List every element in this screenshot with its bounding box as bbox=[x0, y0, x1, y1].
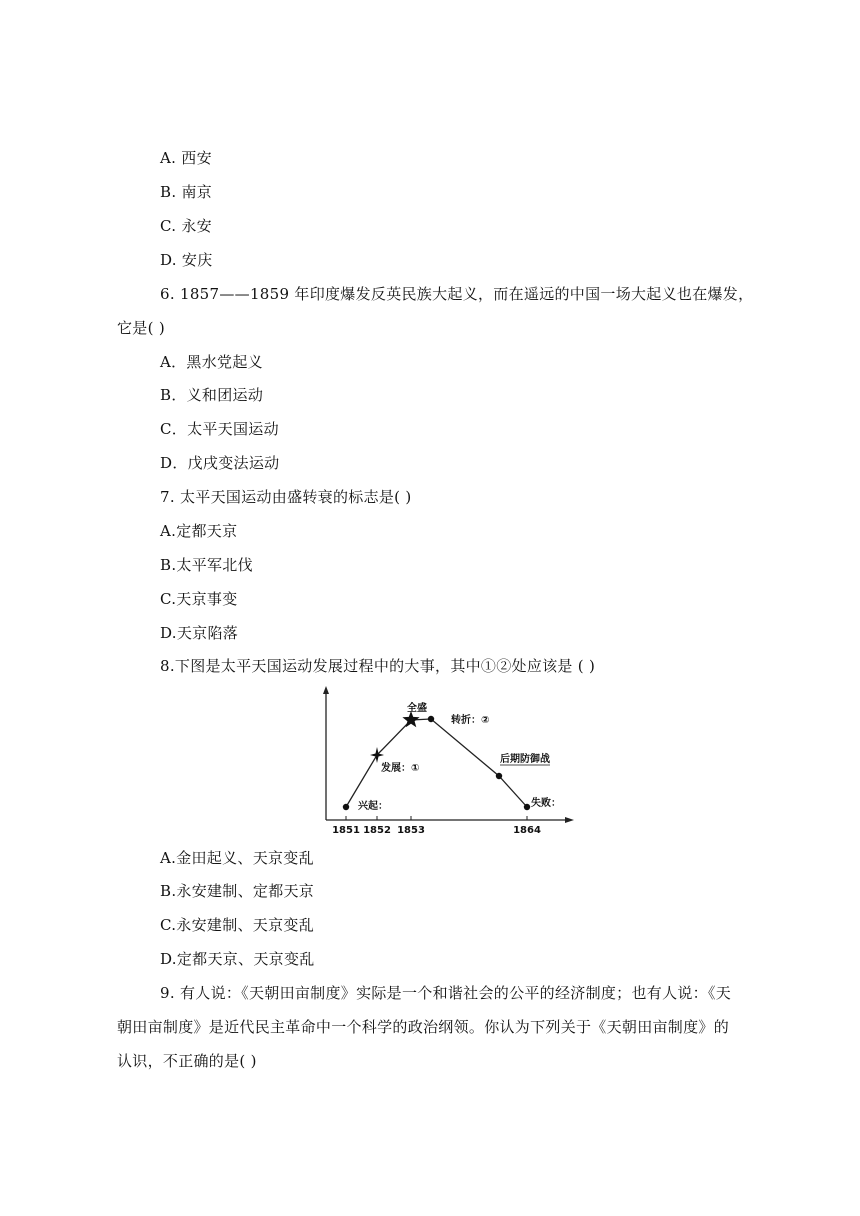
point-label-0: 兴起： bbox=[358, 801, 388, 812]
q6-option-b: B．义和团运动 bbox=[160, 386, 264, 404]
q7-option-b: B.太平军北伐 bbox=[160, 556, 253, 574]
q8-stem: 8.下图是太平天国运动发展过程中的大事，其中①②处应该是 ( ) bbox=[160, 657, 596, 675]
q5-option-d: D. 安庆 bbox=[160, 251, 213, 269]
q6-option-a: A．黑水党起义 bbox=[160, 353, 263, 371]
point-label-4: 后期防御战 bbox=[500, 754, 550, 765]
q7-option-a: A.定都天京 bbox=[160, 522, 238, 540]
q6-option-d: D．戊戌变法运动 bbox=[160, 454, 280, 472]
point-marker-3 bbox=[428, 716, 434, 722]
x-tick-label-1864: 1864 bbox=[513, 825, 541, 834]
point-label-5: 失败： bbox=[531, 798, 561, 809]
point-marker-0 bbox=[343, 804, 349, 810]
q7-option-d: D.天京陷落 bbox=[160, 624, 239, 642]
x-tick-label-1853: 1853 bbox=[397, 825, 425, 834]
q7-option-c: C.天京事变 bbox=[160, 590, 238, 608]
q8-option-a: A.金田起义、天京变乱 bbox=[160, 849, 314, 867]
y-axis-arrow bbox=[323, 686, 329, 694]
q8-option-b: B.永安建制、定都天京 bbox=[160, 882, 315, 900]
q9-stem-line2: 朝田亩制度》是近代民主革命中一个科学的政治纲领。你认为下列关于《天朝田亩制度》的 bbox=[117, 1018, 730, 1036]
q8-option-d: D.定都天京、天京变乱 bbox=[160, 950, 315, 968]
point-label-1: 发展：① bbox=[381, 763, 420, 774]
x-tick-label-1851: 1851 bbox=[332, 825, 360, 834]
q6-stem-line1: 6. 1857——1859 年印度爆发反英民族大起义，而在遥远的中国一场大起义也在爆发， bbox=[160, 285, 754, 303]
q5-option-c: C. 永安 bbox=[160, 217, 212, 235]
x-tick-label-1852: 1852 bbox=[363, 825, 391, 834]
point-label-3: 转折：② bbox=[451, 715, 490, 726]
q6-stem-line2: 它是( ) bbox=[117, 319, 165, 337]
q7-stem: 7. 太平天国运动由盛转衰的标志是( ) bbox=[160, 488, 412, 506]
x-axis-arrow bbox=[565, 817, 574, 823]
q5-option-a: A. 西安 bbox=[160, 149, 212, 167]
point-label-2: 全盛 bbox=[407, 703, 427, 714]
q6-option-c: C．太平天国运动 bbox=[160, 420, 279, 438]
taiping-timeline-chart bbox=[322, 686, 574, 834]
q9-stem-line3: 认识，不正确的是( ) bbox=[117, 1052, 257, 1070]
q8-option-c: C.永安建制、天京变乱 bbox=[160, 916, 315, 934]
q9-stem-line1: 9. 有人说：《天朝田亩制度》实际是一个和谐社会的公平的经济制度；也有人说：《天 bbox=[160, 984, 732, 1002]
point-marker-5 bbox=[524, 804, 530, 810]
q5-option-b: B. 南京 bbox=[160, 183, 213, 201]
point-marker-4 bbox=[496, 773, 502, 779]
